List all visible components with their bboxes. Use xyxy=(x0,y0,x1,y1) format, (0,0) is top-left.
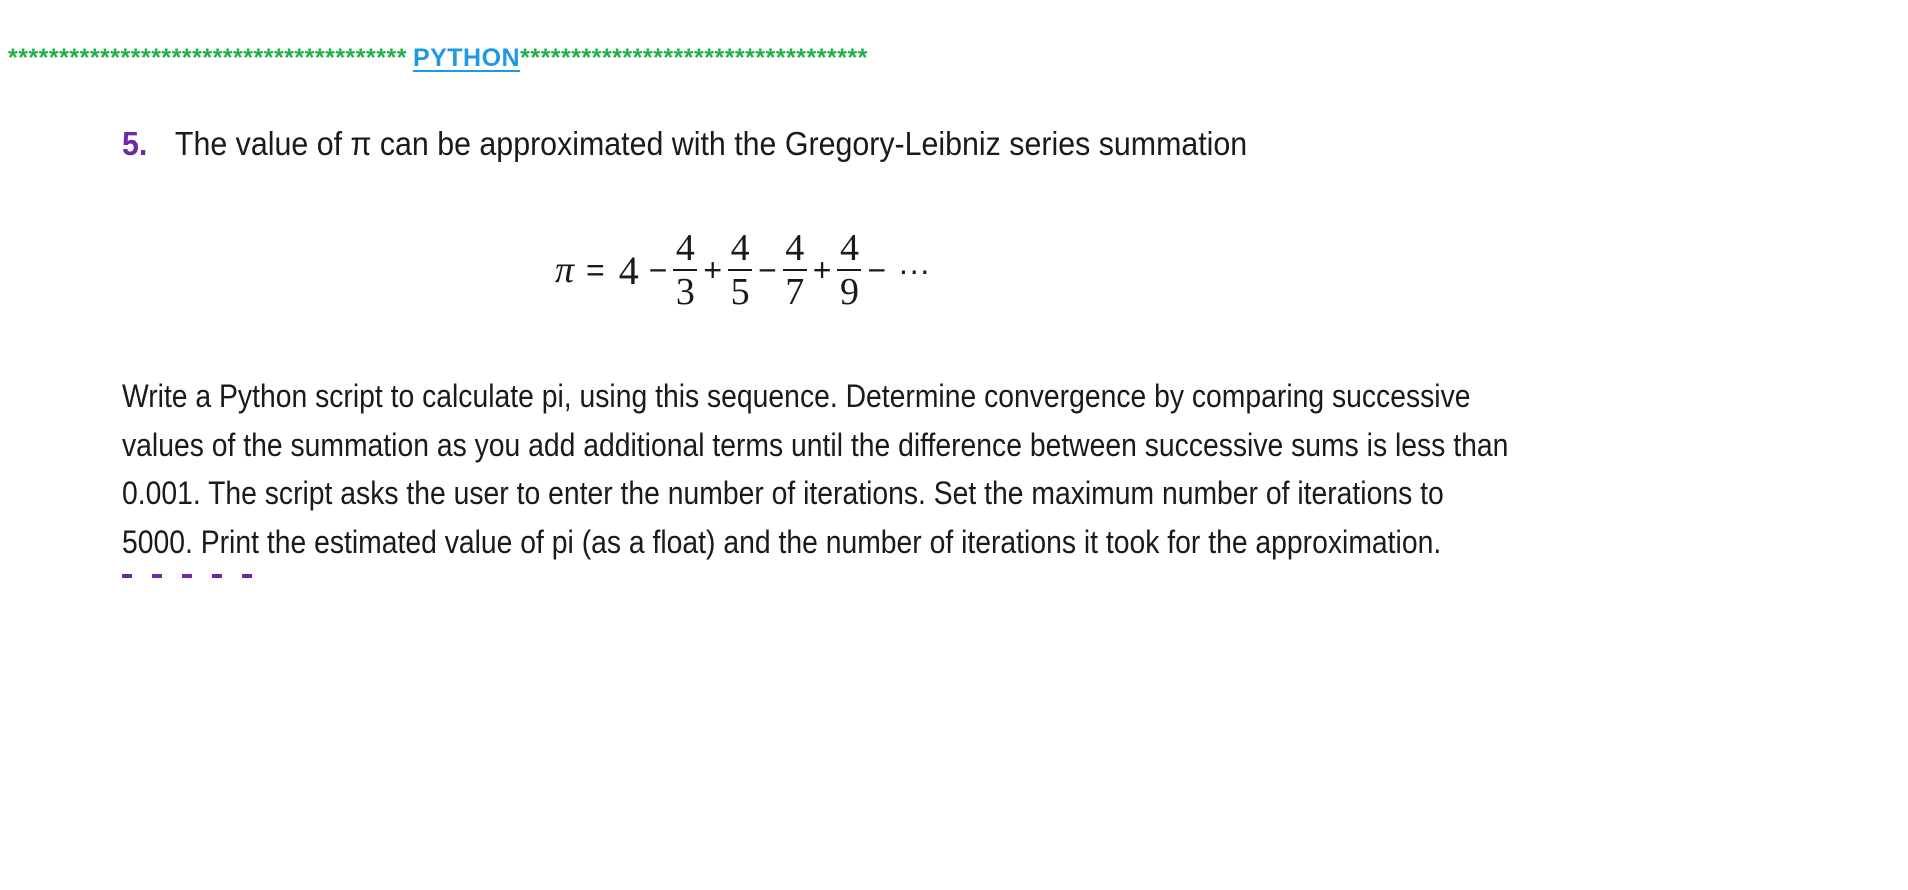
formula-operator: − xyxy=(867,251,887,288)
fraction-denominator: 7 xyxy=(785,271,805,313)
banner-stars-right: ********************************** xyxy=(520,44,868,72)
clipped-glyph xyxy=(182,574,192,578)
clipped-next-line xyxy=(122,574,252,578)
formula-operator: − xyxy=(758,251,777,288)
fraction-numerator: 4 xyxy=(785,227,805,269)
formula-operator: + xyxy=(703,251,723,288)
paragraph-line: Write a Python script to calculate pi, using this sequence. Determine convergence by comparing successive xyxy=(122,378,1471,414)
problem-description xyxy=(122,372,1538,566)
fraction-denominator: 3 xyxy=(675,271,695,313)
question-text: The value of π can be approximated with the Gregory-Leibniz series summation xyxy=(174,125,1248,162)
question-number: 5. xyxy=(122,125,148,162)
section-banner xyxy=(8,38,868,78)
formula-fraction xyxy=(728,227,752,313)
clipped-glyph xyxy=(122,574,132,578)
clipped-glyph xyxy=(152,574,162,578)
banner-stars-left: *************************************** xyxy=(8,44,407,72)
formula-operator: + xyxy=(812,251,832,288)
formula-fraction xyxy=(783,227,807,313)
paragraph-line: 5000. Print the estimated value of pi (as a float) and the number of iterations it took for the approximation. xyxy=(122,523,1442,560)
formula-equals: = xyxy=(586,251,605,288)
fraction-numerator: 4 xyxy=(675,227,695,269)
fraction-numerator: 4 xyxy=(839,227,859,269)
formula-pi-symbol: π xyxy=(555,249,575,291)
clipped-glyph xyxy=(212,574,222,578)
pi-series-formula xyxy=(555,215,930,325)
fraction-denominator: 9 xyxy=(839,271,859,313)
formula-ellipsis: ··· xyxy=(898,251,931,288)
formula-fraction xyxy=(673,227,697,313)
paragraph-line: 0.001. The script asks the user to enter the number of iterations. Set the maximum number of iterations to xyxy=(122,475,1444,511)
question-heading xyxy=(122,122,1247,166)
clipped-glyph xyxy=(242,574,252,578)
formula-operator: − xyxy=(648,251,668,288)
fraction-denominator: 5 xyxy=(730,271,750,313)
formula-first-term: 4 xyxy=(618,247,639,293)
formula-fraction xyxy=(837,227,861,313)
banner-title-link[interactable]: PYTHON xyxy=(412,44,521,72)
fraction-numerator: 4 xyxy=(730,227,750,269)
paragraph-line: values of the summation as you add additional terms until the difference between successive sums is less than xyxy=(122,426,1509,463)
